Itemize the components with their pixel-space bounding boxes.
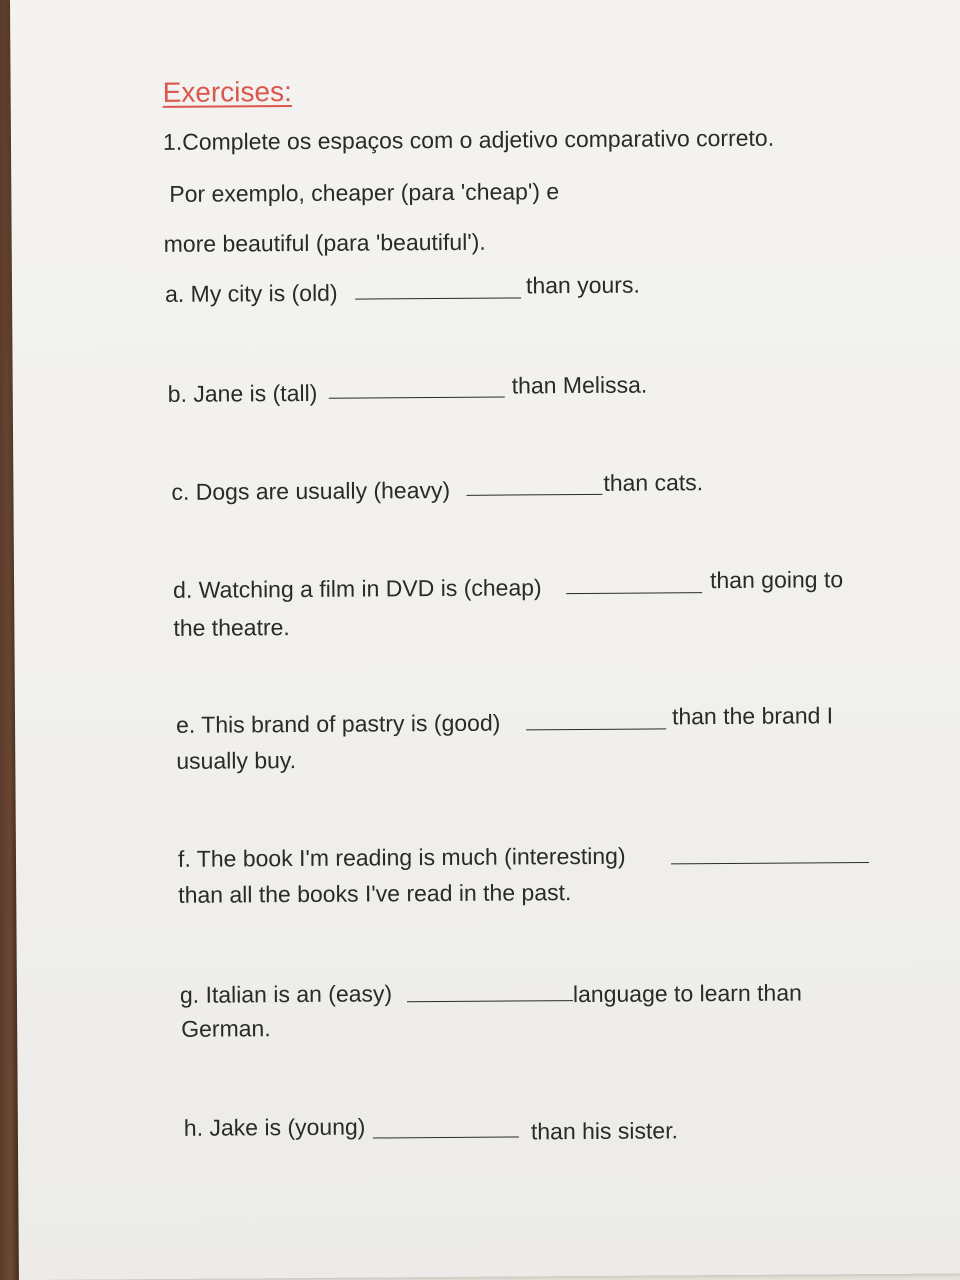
item-e-after: than the brand I [671, 702, 834, 730]
item-g-after: language to learn than [572, 979, 802, 1008]
item-b-after: than Melissa. [511, 371, 648, 399]
item-g-blank [407, 1000, 573, 1002]
item-d-text: d. Watching a film in DVD is (cheap) [173, 574, 542, 603]
instruction-line-2: Por exemplo, cheaper (para 'cheap') e [169, 178, 560, 207]
item-f-text: f. The book I'm reading is much (interesting) [177, 842, 626, 872]
item-g-text: g. Italian is an (easy) [179, 980, 393, 1008]
item-h-text: h. Jake is (young) [183, 1113, 366, 1141]
item-e-continuation: usually buy. [176, 747, 297, 774]
item-d-blank [566, 592, 702, 594]
instruction-line-1: 1.Complete os espaços com o adjetivo comparativo correto. [162, 124, 775, 155]
item-d-continuation: the theatre. [173, 614, 290, 641]
item-c-text: c. Dogs are usually (heavy) [171, 476, 451, 505]
instruction-line-3: more beautiful (para 'beautiful'). [163, 228, 486, 257]
item-f-blank [671, 862, 869, 864]
item-b-text: b. Jane is (tall) [167, 379, 318, 407]
item-c-after: than cats. [603, 469, 704, 496]
exercises-title: Exercises: [162, 76, 292, 108]
item-e-blank [526, 728, 666, 730]
worksheet-paper [10, 0, 960, 1280]
item-h-after: than his sister. [530, 1117, 679, 1145]
item-d-after: than going to [709, 566, 844, 594]
item-a-after: than yours. [525, 271, 640, 299]
item-c-blank [466, 494, 602, 496]
item-a-blank [355, 297, 521, 299]
item-h-blank [373, 1136, 519, 1138]
item-b-blank [329, 397, 505, 399]
item-e-text: e. This brand of pastry is (good) [175, 709, 501, 738]
item-f-continuation: than all the books I've read in the past. [178, 879, 572, 908]
item-g-continuation: German. [181, 1015, 271, 1042]
item-a-text: a. My city is (old) [164, 279, 338, 307]
